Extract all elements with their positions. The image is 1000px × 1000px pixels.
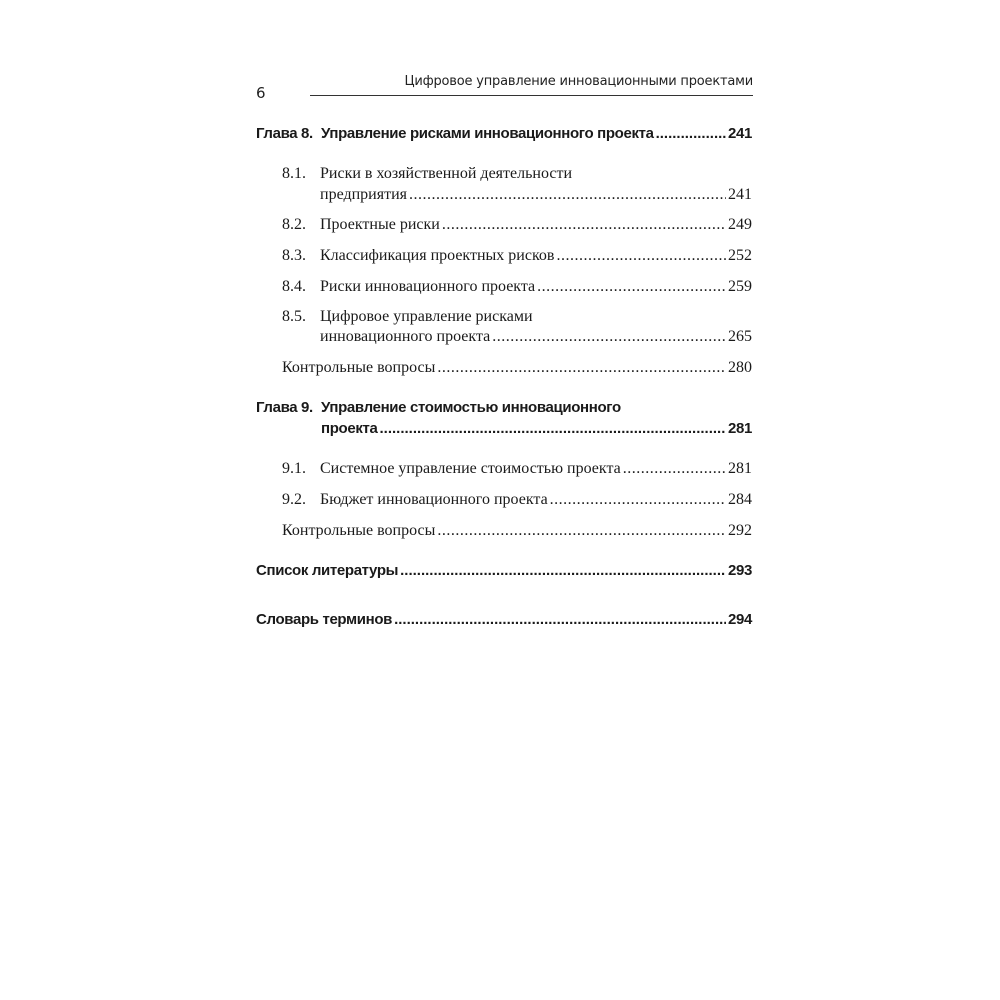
dot-leader [400, 561, 726, 581]
chapter-number: Глава 9. [256, 399, 313, 416]
section-number: 8.5. [282, 308, 306, 325]
dot-leader [442, 215, 726, 235]
chapter-number: Глава 8. [256, 125, 313, 142]
page-ref: 280 [728, 359, 752, 376]
dot-leader [550, 490, 726, 510]
toc-chapter-8[interactable] [256, 124, 752, 144]
section-number: 9.2. [282, 491, 306, 508]
section-title: Бюджет инновационного проекта [320, 491, 548, 508]
dot-leader [537, 277, 726, 297]
toc-review-questions-9[interactable] [256, 521, 752, 541]
header-rule [310, 95, 753, 96]
page-ref: 284 [728, 491, 752, 508]
section-title: Системное управление стоимостью проекта [320, 460, 621, 477]
page-ref: 293 [728, 562, 752, 579]
section-title: Риски инновационного проекта [320, 278, 536, 295]
page-ref: 281 [728, 420, 752, 437]
chapter-title: Управление стоимостью инновационного [321, 399, 621, 416]
toc-glossary[interactable] [256, 610, 752, 630]
page-ref: 241 [728, 186, 752, 203]
dot-leader [623, 459, 726, 479]
chapter-title: Управление рисками инновационного проекта [321, 125, 654, 142]
running-title: Цифровое управление инновационными проектами [404, 74, 753, 89]
dot-leader [492, 327, 726, 347]
page-ref: 241 [728, 125, 752, 142]
section-title: Риски в хозяйственной деятельности [320, 165, 573, 182]
toc-review-questions-8[interactable] [256, 358, 752, 378]
toc-section-8-4[interactable] [256, 277, 752, 297]
section-title: Контрольные вопросы [282, 522, 436, 539]
toc-references[interactable] [256, 561, 752, 581]
dot-leader [656, 124, 726, 144]
dot-leader [379, 419, 726, 439]
page-ref: 259 [728, 278, 752, 295]
dot-leader [394, 610, 726, 630]
chapter-title: Словарь терминов [256, 611, 393, 628]
toc-section-8-1-line1[interactable] [256, 164, 752, 184]
toc-section-8-3[interactable] [256, 246, 752, 266]
toc-chapter-9-line1[interactable] [256, 398, 752, 418]
dot-leader [556, 246, 726, 266]
section-title-continued: предприятия [320, 186, 407, 203]
toc-section-9-1[interactable] [256, 459, 752, 479]
section-number: 8.4. [282, 278, 306, 295]
toc-section-9-2[interactable] [256, 490, 752, 510]
section-title: Цифровое управление рисками [320, 308, 533, 325]
page-ref: 292 [728, 522, 752, 539]
section-number: 8.1. [282, 165, 306, 182]
dot-leader [437, 521, 726, 541]
section-title-continued: инновационного проекта [320, 328, 491, 345]
dot-leader [437, 358, 726, 378]
page-ref: 249 [728, 216, 752, 233]
toc-chapter-9-line2[interactable] [256, 419, 752, 439]
page-ref: 265 [728, 328, 752, 345]
page-ref: 294 [728, 611, 752, 628]
section-number: 9.1. [282, 460, 306, 477]
chapter-title-continued: проекта [321, 420, 378, 437]
section-title: Проектные риски [320, 216, 440, 233]
page-ref: 281 [728, 460, 752, 477]
section-title: Классификация проектных рисков [320, 247, 555, 264]
page-ref: 252 [728, 247, 752, 264]
chapter-title: Список литературы [256, 562, 399, 579]
section-title: Контрольные вопросы [282, 359, 436, 376]
toc-section-8-1-line2[interactable] [256, 185, 752, 205]
section-number: 8.3. [282, 247, 306, 264]
page-number: 6 [256, 84, 266, 102]
toc-section-8-5-line1[interactable] [256, 307, 752, 327]
section-number: 8.2. [282, 216, 306, 233]
toc-section-8-2[interactable] [256, 215, 752, 235]
toc-section-8-5-line2[interactable] [256, 327, 752, 347]
dot-leader [409, 185, 726, 205]
